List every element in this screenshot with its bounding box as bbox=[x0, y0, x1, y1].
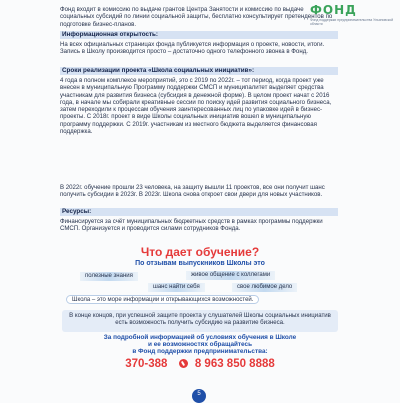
resources-heading: Ресурсы: bbox=[60, 208, 338, 216]
benefit-chance: шанс найти себя bbox=[148, 283, 205, 292]
benefit-sea-of-info: Школа – это море информации и открывающихся возможностей. bbox=[66, 295, 259, 304]
benefit-favorite-business: свое любимое дело bbox=[232, 283, 297, 292]
phone-number-2[interactable]: 8 963 850 8888 bbox=[194, 358, 275, 370]
phone-number-1[interactable]: 370-388 bbox=[125, 358, 168, 370]
timeline-results-text: В 2022г. обучение прошли 23 человека, на защиту вышли 11 проектов, все они получит шанс получить субсидии в 2023г. В 2023г. Школа снова откроет свои двери для новых участников. bbox=[60, 184, 325, 199]
page-number: 5 bbox=[192, 389, 206, 403]
contact-line-2: и ее возможностях обращайтесь bbox=[147, 341, 253, 348]
openness-text: На всех официальных страницах фонда публикуется информация о проекте, новости, итоги. Запись в Школу производится просто – достаточно одного телефонного звонка в Фонд. bbox=[60, 41, 325, 56]
benefit-useful-knowledge: полезные знания bbox=[80, 272, 138, 281]
benefits-subtitle: По отзывам выпускников Школы это bbox=[135, 260, 265, 267]
benefits-title: Что дает обучение? bbox=[140, 245, 260, 259]
openness-heading: Информационная открытость: bbox=[60, 31, 338, 39]
contact-line-3: в Фонд поддержки предпринимательства: bbox=[132, 348, 268, 355]
logo-tagline: Фонд поддержки предпринимательства Ульяновской области bbox=[310, 18, 394, 26]
conclusion-text: В конце концов, при успешной защите проекта у слушателей Школы социальных инициатив есть возможность получить субсидию на развитие бизнеса. bbox=[69, 312, 331, 327]
phone-icon bbox=[179, 359, 188, 368]
benefit-live-communication: живое общение с коллегами bbox=[186, 271, 275, 280]
phone-numbers bbox=[0, 358, 400, 374]
logo-wordmark: ФОНД bbox=[310, 3, 357, 17]
contact-line-1: За подробной информацией об условиях обучения в Школе bbox=[103, 334, 297, 341]
timeline-heading: Сроки реализации проекта «Школа социальных инициатив»: bbox=[60, 67, 338, 75]
timeline-text: 4 года в полном комплексе мероприятий, это с 2019 по 2022г. – тот период, когда проект уже внесен в муниципальную Программу поддержки СМСП и муниципалитет выделяет средства участникам для развития бизнеса (субсидия в денежной форме). В целом проект начат с 2016 года, в начале мы собирали креативные сессии по поиску идей развития социального бизнеса, затем переходили к процессам обучения заинтересованных лиц по упаковке идей в бизнес-проекты. С 2018г. проект в виде Школы социальных инициатив вошел в муниципальную программу поддержки. С 2019г. участникам из местного бюджета выделяется финансовая поддержка. bbox=[60, 77, 332, 136]
resources-text: Финансируется за счёт муниципальных бюджетных средств в рамках программы поддержки СМСП. Организуется и проводится силами сотрудников Фонда. bbox=[60, 218, 323, 233]
intro-paragraph: Фонд входит в комиссию по выдаче грантов Центра Занятости и комиссию по выдаче социальных субсидий по линии социальной защиты, бесплатно консультирует претендентов по подготовке бизнес-планов. bbox=[60, 6, 333, 28]
